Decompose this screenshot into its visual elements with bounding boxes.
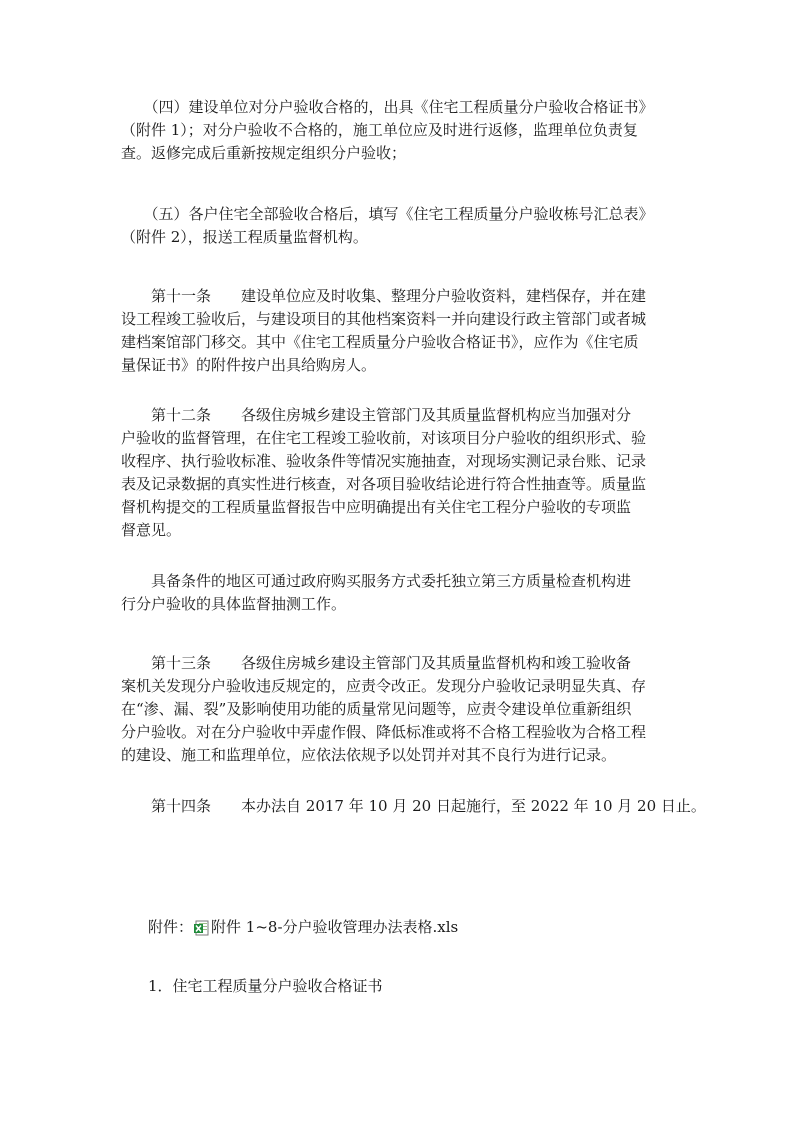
attachment-item-1: 1．住宅工程质量分户验收合格证书 xyxy=(148,977,383,995)
text-line: 查。返修完成后重新按规定组织分户验收； xyxy=(121,144,407,162)
text-line: 督意见。 xyxy=(121,521,182,539)
text-line: 第十一条 建设单位应及时收集、整理分户验收资料，建档保存，并在建 xyxy=(121,287,647,305)
paragraph-article-13 xyxy=(121,652,681,767)
text-line: 分户验收。对在分户验收中弄虚作假、降低标准或将不合格工程验收为合格工程 xyxy=(121,723,647,741)
paragraph-item-4 xyxy=(121,96,681,165)
text-line: 第十二条 各级住房城乡建设主管部门及其质量监督机构应当加强对分 xyxy=(121,406,632,424)
attachment-file-link[interactable]: 附件 1~8-分户验收管理办法表格.xls xyxy=(211,918,459,936)
text-line: 第十三条 各级住房城乡建设主管部门及其质量监督机构和竣工验收备 xyxy=(121,654,632,672)
paragraph-article-12-supplement xyxy=(121,570,681,616)
text-line: （附件 2），报送工程质量监督机构。 xyxy=(121,228,368,246)
paragraph-article-14 xyxy=(121,795,706,818)
text-line: 建档案馆部门移交。其中《住宅工程质量分户验收合格证书》，应作为《住宅质 xyxy=(121,333,639,351)
text-line: 收程序、执行验收标准、验收条件等情况实施抽查，对现场实测记录台账、记录 xyxy=(121,452,647,470)
text-line: 量保证书》的附件按户出具给购房人。 xyxy=(121,356,377,374)
paragraph-article-12 xyxy=(121,404,681,542)
text-line: （附件 1）；对分户验收不合格的，施工单位应及时进行返修，监理单位负责复 xyxy=(121,121,638,139)
excel-file-icon[interactable] xyxy=(194,920,210,936)
paragraph-item-5 xyxy=(121,203,681,249)
text-line: 在“渗、漏、裂”及影响使用功能的质量常见问题等，应责令建设单位重新组织 xyxy=(121,700,632,718)
text-line: （五）各户住宅全部验收合格后，填写《住宅工程质量分户验收栋号汇总表》 xyxy=(121,205,654,223)
paragraph-article-11 xyxy=(121,285,681,377)
text-line: 督机构提交的工程质量监督报告中应明确提出有关住宅工程分户验收的专项监 xyxy=(121,498,632,516)
text-line: （四）建设单位对分户验收合格的，出具《住宅工程质量分户验收合格证书》 xyxy=(121,98,654,116)
text-line: 案机关发现分户验收违反规定的，应责令改正。发现分户验收记录明显失真、存 xyxy=(121,677,647,695)
text-line: 的建设、施工和监理单位，应依法依规予以处罚并对其不良行为进行记录。 xyxy=(121,746,617,764)
text-line: 第十四条 本办法自 2017 年 10 月 20 日起施行，至 2022 年 10 月 20 日止。 xyxy=(121,797,706,815)
text-line: 具备条件的地区可通过政府购买服务方式委托独立第三方质量检查机构进 xyxy=(121,572,632,590)
attachment-line xyxy=(148,916,458,939)
attachment-label: 附件： xyxy=(148,918,194,936)
text-line: 表及记录数据的真实性进行核查，对各项目验收结论进行符合性抽查等。质量监 xyxy=(121,475,647,493)
text-line: 行分户验收的具体监督抽测工作。 xyxy=(121,595,347,613)
text-line: 设工程竣工验收后，与建设项目的其他档案资料一并向建设行政主管部门或者城 xyxy=(121,310,647,328)
text-line: 户验收的监督管理，在住宅工程竣工验收前，对该项目分户验收的组织形式、验 xyxy=(121,429,647,447)
